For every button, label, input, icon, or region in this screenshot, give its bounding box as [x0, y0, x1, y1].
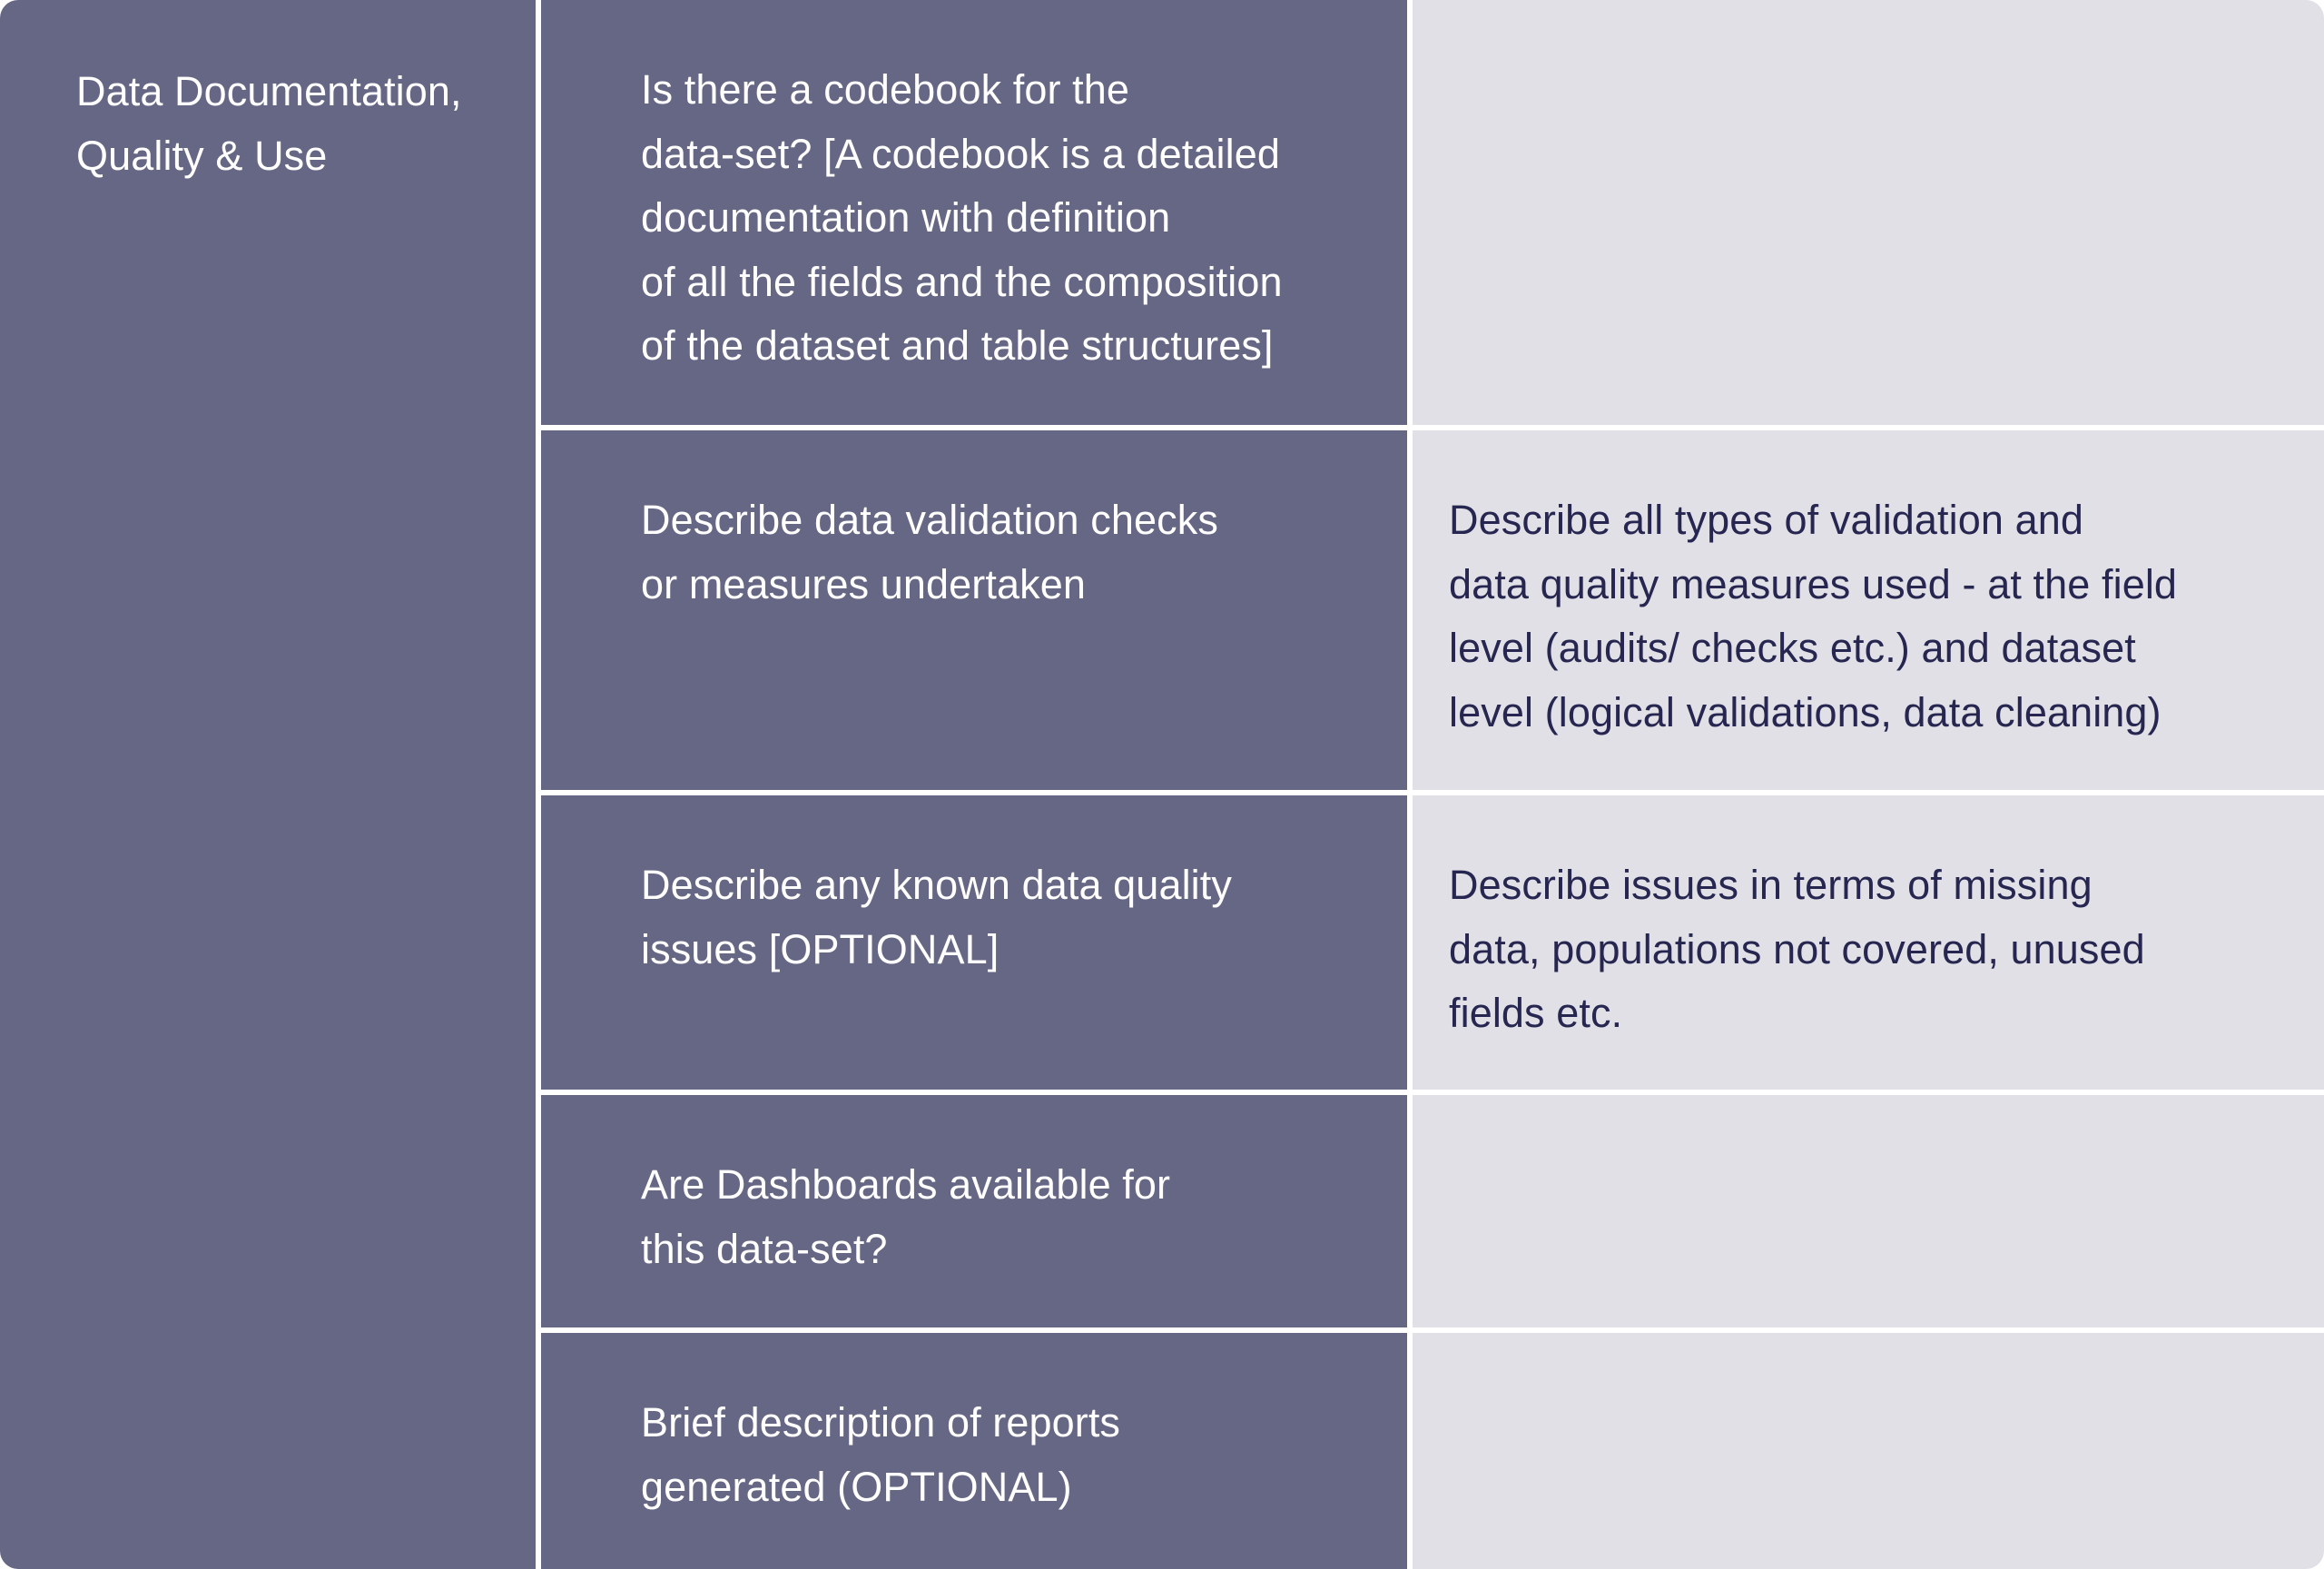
- description-line: fields etc.: [1449, 990, 1623, 1036]
- question-line: of the dataset and table structures]: [641, 322, 1274, 369]
- question-line: Describe any known data quality: [641, 862, 1232, 908]
- description-line: data, populations not covered, unused: [1449, 925, 2145, 972]
- section-label-cell: [0, 0, 536, 1569]
- description-text: [1449, 854, 2324, 1046]
- question-cell-codebook: [541, 0, 1407, 425]
- question-line: of all the fields and the composition: [641, 258, 1283, 305]
- question-line: generated (OPTIONAL): [641, 1463, 1072, 1510]
- question-cell-dashboards: [541, 1095, 1407, 1327]
- description-cell-quality-issues: [1413, 795, 2324, 1090]
- section-label: [76, 60, 536, 188]
- question-cell-quality-issues: [541, 795, 1407, 1090]
- question-line: documentation with definition: [641, 194, 1171, 241]
- description-cell-reports: [1413, 1333, 2324, 1569]
- question-line: Is there a codebook for the: [641, 66, 1130, 113]
- question-line: issues [OPTIONAL]: [641, 925, 1000, 972]
- description-line: level (audits/ checks etc.) and dataset: [1449, 625, 2136, 671]
- question-text: [641, 1153, 1407, 1281]
- description-cell-dashboards: [1413, 1095, 2324, 1327]
- description-cell-validation: [1413, 430, 2324, 790]
- description-line: level (logical validations, data cleaning): [1449, 688, 2162, 735]
- question-line: or measures undertaken: [641, 560, 1086, 607]
- question-cell-validation: [541, 430, 1407, 790]
- question-line: data-set? [A codebook is a detailed: [641, 130, 1280, 177]
- question-line: Are Dashboards available for: [641, 1161, 1171, 1208]
- question-line: Brief description of reports: [641, 1399, 1121, 1446]
- question-line: Describe data validation checks: [641, 497, 1218, 543]
- section-label-line: Quality & Use: [76, 132, 328, 179]
- question-text: [641, 58, 1407, 379]
- question-text: [641, 1391, 1407, 1519]
- question-text: [641, 488, 1407, 617]
- description-line: Describe issues in terms of missing: [1449, 862, 2093, 908]
- question-line: this data-set?: [641, 1225, 888, 1272]
- description-text: [1449, 488, 2324, 745]
- section-label-line: Data Documentation,: [76, 68, 462, 114]
- description-cell-codebook: [1413, 0, 2324, 425]
- question-text: [641, 854, 1407, 982]
- question-cell-reports: [541, 1333, 1407, 1569]
- description-line: Describe all types of validation and: [1449, 497, 2083, 543]
- description-line: data quality measures used - at the field: [1449, 560, 2178, 607]
